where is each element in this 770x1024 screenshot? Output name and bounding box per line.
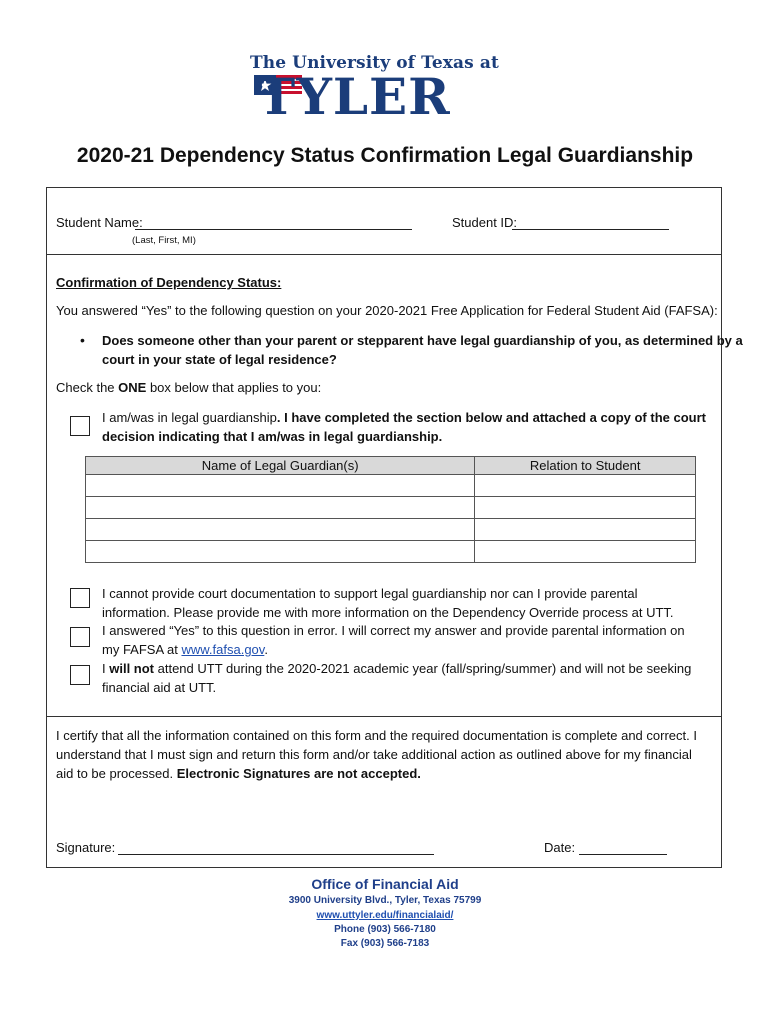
student-id-label: Student ID: (452, 215, 518, 230)
footer-address: 3900 University Blvd., Tyler, Texas 75799 (288, 895, 482, 906)
footer-office: Office of Financial Aid (311, 876, 459, 892)
student-name-label: Student Name: (56, 215, 143, 230)
footer-fax: Fax (903) 566-7183 (340, 938, 430, 949)
option-not-attending-line2: financial aid at UTT. (102, 680, 217, 695)
option-answered-in-error-line2: my FAFSA at www.fafsa.gov. (102, 642, 268, 657)
certify-line2: understand that I must sign and return this form and/or take additional action as outlined above for my financial (56, 747, 692, 762)
checkbox-answered-in-error[interactable] (70, 627, 90, 647)
confirmation-heading: Confirmation of Dependency Status: (56, 275, 282, 290)
option-not-attending-line1: I will not attend UTT during the 2020-2021 academic year (fall/spring/summer) and will not be seeking (102, 661, 692, 676)
certify-line1: I certify that all the information contained on this form and the required documentation is complete and correct. I (56, 728, 697, 743)
option-legal-guardianship-line2: decision indicating that I am/was in legal guardianship. (102, 429, 443, 444)
footer-phone: Phone (903) 566-7180 (334, 924, 436, 935)
date-field[interactable] (579, 854, 667, 855)
option-answered-in-error-line1: I answered “Yes” to this question in error. I will correct my answer and provide parental information on (102, 623, 685, 638)
student-name-field[interactable] (135, 229, 412, 230)
relation-cell[interactable] (475, 519, 696, 541)
table-header-guardian-name: Name of Legal Guardian(s) (86, 457, 475, 475)
certify-line3: aid to be processed. Electronic Signatures are not accepted. (56, 766, 421, 781)
table-row (86, 497, 696, 519)
footer-website-row (0, 910, 770, 921)
option-legal-guardianship-line1: I am/was in legal guardianship. I have completed the section below and attached a copy of the court (102, 410, 706, 425)
signature-field[interactable] (118, 854, 434, 855)
guardian-table (85, 456, 696, 563)
fafsa-intro: You answered “Yes” to the following question on your 2020-2021 Free Application for Federal Student Aid (FAFSA): (56, 303, 718, 318)
guardian-name-cell[interactable] (86, 519, 475, 541)
logo-university-line: The University of Texas at (250, 53, 499, 73)
bullet-icon: • (80, 332, 85, 348)
relation-cell[interactable] (475, 497, 696, 519)
fafsa-link[interactable]: www.fafsa.gov (181, 642, 265, 657)
option-no-documentation-line2: information. Please provide me with more information on the Dependency Override process at UTT. (102, 605, 674, 620)
checkbox-no-documentation[interactable] (70, 588, 90, 608)
logo-tyler-word: TYLER (258, 67, 451, 126)
divider (46, 254, 722, 255)
table-row (86, 541, 696, 563)
guardian-name-cell[interactable] (86, 497, 475, 519)
checkbox-legal-guardianship[interactable] (70, 416, 90, 436)
date-label: Date: (544, 840, 576, 855)
table-row (86, 519, 696, 541)
relation-cell[interactable] (475, 541, 696, 563)
page-title: 2020-21 Dependency Status Confirmation Legal Guardianship (76, 144, 694, 167)
divider (46, 716, 722, 717)
signature-label: Signature: (56, 840, 116, 855)
fafsa-question-line2: court in your state of legal residence? (102, 352, 337, 367)
student-name-hint: (Last, First, MI) (132, 235, 196, 246)
guardian-name-cell[interactable] (86, 541, 475, 563)
student-id-field[interactable] (512, 229, 669, 230)
check-instruction: Check the ONE box below that applies to you: (56, 380, 322, 395)
financial-aid-website-link[interactable]: www.uttyler.edu/financialaid/ (316, 910, 454, 921)
option-no-documentation-line1: I cannot provide court documentation to support legal guardianship nor can I provide parental (102, 586, 638, 601)
checkbox-not-attending[interactable] (70, 665, 90, 685)
guardian-name-cell[interactable] (86, 475, 475, 497)
fafsa-question-line1: Does someone other than your parent or stepparent have legal guardianship of you, as determined by a (102, 333, 743, 348)
relation-cell[interactable] (475, 475, 696, 497)
table-header-relation: Relation to Student (475, 457, 696, 475)
university-logo (250, 53, 510, 125)
table-row (86, 475, 696, 497)
